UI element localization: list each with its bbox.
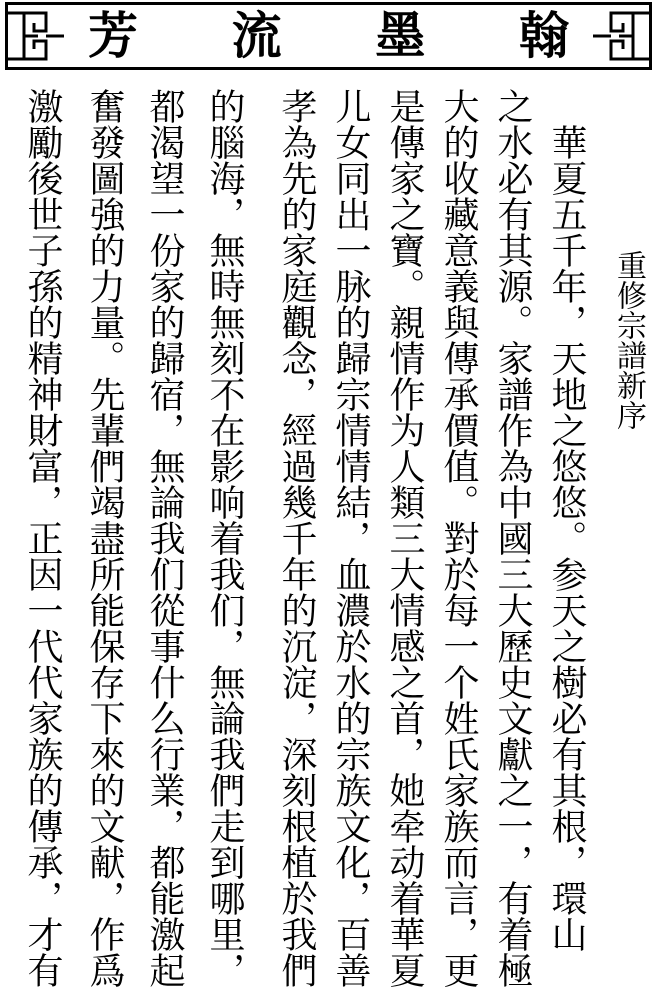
article-title: 重修宗譜新序 [611, 250, 646, 430]
text-column: 都渴望一份家的歸宿，無論我们從事什么行業，都能激起 [144, 88, 185, 988]
text-column: 儿女同出一脉的歸宗情情結，血濃於水的宗族文化，百善 [330, 88, 371, 988]
text-column: 激勵後世子孫的精神財富，正因一代代家族的傳承，才有 [22, 88, 63, 988]
text-column: 是傳家之寶。親情作为人類三大情感之首，她牵动着華夏 [384, 88, 425, 988]
header-char: 流 [231, 6, 282, 65]
fret-ornament-icon [593, 5, 649, 67]
fret-ornament-icon [8, 5, 64, 67]
header-title [68, 5, 589, 67]
text-column: 之水必有其源。家譜作為中國三大歷史文獻之一，有着極 [492, 88, 533, 988]
header-char: 芳 [88, 6, 138, 65]
text-column: 奮發圖強的力量。先輩們竭盡所能保存下來的文献，作爲 [84, 88, 125, 988]
header-banner [5, 2, 652, 70]
text-column: 孝為先的家庭觀念，經過幾千年的沉淀，深刻根植於我們 [276, 88, 317, 988]
article-body [0, 88, 657, 988]
text-column: 的腦海，無時無刻不在影响着我们，無論我們走到哪里， [204, 88, 245, 988]
header-char: 墨 [375, 6, 426, 65]
header-char: 翰 [518, 6, 569, 65]
text-column: 華夏五千年，天地之悠悠。参天之樹必有其根，環山 [546, 88, 587, 952]
text-column: 大的收藏意義與傳承價值。對於每一个姓氏家族而言，更 [438, 88, 479, 988]
